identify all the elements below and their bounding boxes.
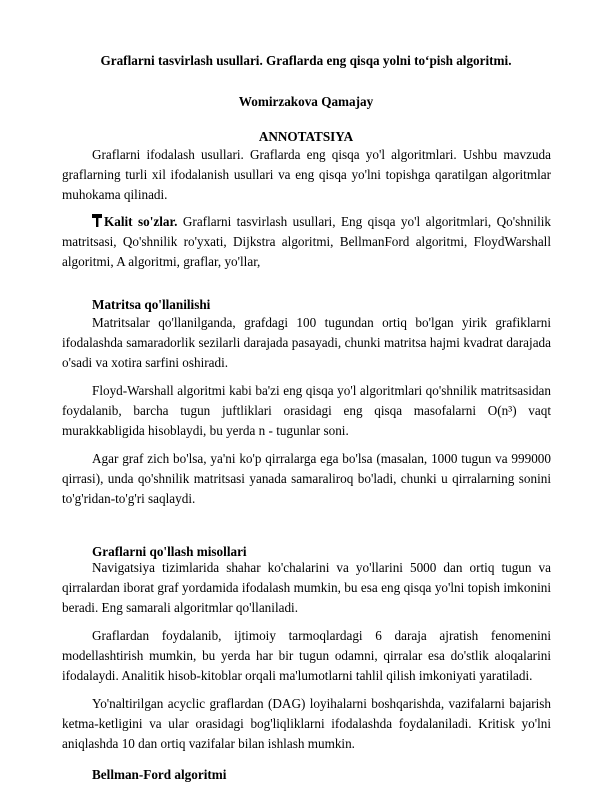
paragraph: Agar graf zich bo'lsa, ya'ni ko'p qirralarga ega bo'lsa (masalan, 1000 tugun va 999000 qirrasi), unda qo'shnilik matritsasi yanada samaraliroq bo'ladi, chunki u qirralarning sonini to'g'ridan-to'g'ri saqlaydi. — [62, 451, 551, 506]
paragraph: Graflardan foydalanib, ijtimoiy tarmoqlardagi 6 daraja ajratish fenomenini modellashtirish mumkin, bu yerda har bir tugun odamni, qirralar esa do'stlik aloqalarini ifodalaydi. Analitik hisob-kitoblar orqali ma'lumotlarni tahlil qilish imkoniyati yaratiladi. — [62, 628, 551, 683]
annotation-text: Graflarni ifodalash usullari. Graflarda eng qisqa yo'l algoritmlari. Ushbu mavzuda graflarning turli xil ifodalanish usullari va eng qisqa yo'lni topishga qaratilgan algoritmlar muhokama qilinadi. — [62, 147, 551, 202]
keywords-paragraph — [62, 212, 551, 272]
keywords-text: Graflarni tasvirlash usullari, Eng qisqa yo'l algoritmlari, Qo'shnilik matritsasi, Qo'shnilik ro'yxati, Dijkstra algoritmi, BellmanFord algoritmi, FloydWarshall algoritmi, A algoritmi, graflar, yo'llar, — [62, 214, 552, 269]
section-graflar-body — [62, 558, 551, 754]
keywords-block — [62, 212, 551, 272]
flag-icon — [92, 214, 102, 227]
paragraph: Navigatsiya tizimlarida shahar ko'chalarini va yo'llarini 5000 dan ortiq tugun va qirralardan iborat graf yordamida ifodalash mumkin, bu esa eng qisqa yo'lni topish imkonini beradi. Eng samarali algoritmlar qo'llaniladi. — [62, 560, 551, 615]
annotation-heading-text: ANNOTATSIYA — [258, 129, 354, 144]
paragraph: Yo'naltirilgan acyclic graflardan (DAG) loyihalarni boshqarishda, vazifalarni bajarish ketma-ketligini va ular orasidagi bog'liqliklarni ifodalashda foydalaniladi. Kritisk yo'lni aniqlashda 10 dan ortiq vazifalar bilan ishlash mumkin. — [62, 696, 551, 751]
document-title: Graflarni tasvirlash usullari. Graflarda eng qisqa yolni to‘pish algoritmi. — [100, 53, 512, 68]
section-heading-bellman-ford: Bellman-Ford algoritmi — [92, 767, 227, 782]
paragraph: Matritsalar qo'llanilganda, grafdagi 100 tugundan ortiq bo'lgan yirik grafiklarni ifodalashda samaradorlik sezilarli darajada pasayadi, chunki matritsa hajmi kvadrat darajada o'sadi va xotira sarfini oshiradi. — [62, 315, 551, 370]
paragraph: Floyd-Warshall algoritmi kabi ba'zi eng qisqa yo'l algoritmlari qo'shnilik matritsasidan foydalanib, barcha tugun juftliklari orasidagi eng qisqa masofalarni O(n³) vaqt murakkabligida hisoblaydi, bu yerda n - tugunlar soni. — [62, 383, 551, 438]
author-name: Womirzakova Qamajay — [238, 94, 374, 109]
annotation-block — [62, 145, 551, 205]
keywords-label: Kalit so'zlar. — [104, 214, 178, 229]
section-heading-matritsa: Matritsa qo'llanilishi — [92, 297, 211, 312]
annotation-heading — [0, 129, 612, 146]
section-heading-graflar: Graflarni qo'llash misollari — [92, 544, 247, 559]
section-matritsa-body — [62, 313, 551, 509]
